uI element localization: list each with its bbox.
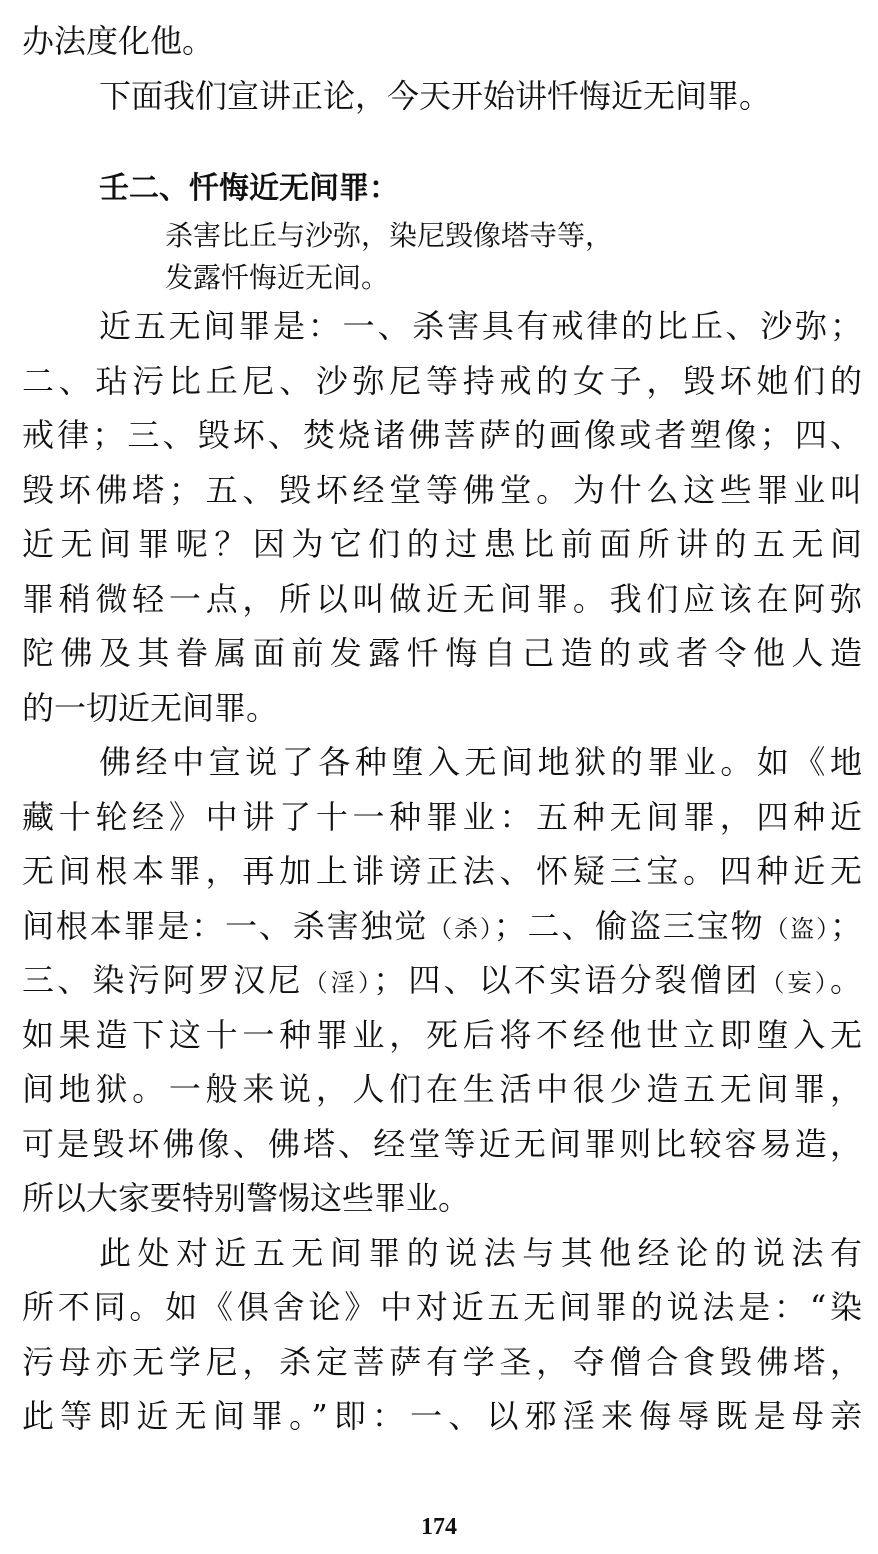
text-line: 如果造下这十一种罪业，死后将不经他世立即堕入无 [22, 1015, 862, 1054]
text-line: 罪稍微轻一点，所以叫做近无间罪。我们应该在阿弥 [22, 579, 862, 618]
text-span: 间根本罪是：一、杀害独觉 [22, 906, 429, 945]
inline-note: （杀） [428, 914, 494, 943]
text-line: 近无间罪呢？因为它们的过患比前面所讲的五无间 [22, 525, 862, 563]
text-span: ；四、以不实语分裂僧团 [373, 961, 761, 999]
text-line: 下面我们宣讲正论，今天开始讲忏悔近无间罪。 [99, 76, 772, 115]
text-line: 陀佛及其眷属面前发露忏悔自己造的或者令他人造 [22, 634, 862, 672]
verse-line: 发露忏悔近无间。 [165, 261, 390, 294]
text-line: 所以大家要特别警惕这些罪业。 [22, 1179, 471, 1217]
text-line: 间地狱。一般来说，人们在生活中很少造五无间罪， [22, 1070, 862, 1108]
page-number: 174 [421, 1514, 457, 1540]
section-gap [22, 123, 862, 163]
text-line: 所不同。如《俱舍论》中对近五无间罪的说法是：“染 [22, 1288, 862, 1326]
book-page [22, 14, 862, 1444]
text-line: 污母亦无学尼，杀定菩萨有学圣，夺僧合食毁佛塔， [22, 1342, 862, 1381]
text-span: 三、染污阿罗汉尼 [22, 961, 304, 999]
text-line: 此等即近无间罪。”即：一、以邪淫来侮辱既是母亲 [22, 1397, 862, 1435]
text-line: 此处对近五无间罪的说法与其他经论的说法有 [99, 1233, 862, 1272]
text-line: 毁坏佛塔；五、毁坏经堂等佛堂。为什么这些罪业叫 [22, 470, 862, 509]
text-span: ； [830, 906, 863, 945]
text-line: 办法度化他。 [22, 22, 215, 60]
text-line: 戒律；三、毁坏、焚烧诸佛菩萨的画像或者塑像；四、 [22, 416, 862, 454]
section-heading: 壬二、忏悔近无间罪： [99, 171, 399, 206]
text-line: 佛经中宣说了各种堕入无间地狱的罪业。如《地 [99, 743, 862, 781]
inline-note: （盗） [764, 914, 830, 943]
text-line: 二、玷污比丘尼、沙弥尼等持戒的女子，毁坏她们的 [22, 361, 862, 400]
text-line [22, 953, 862, 1008]
text-line: 的一切近无间罪。 [22, 688, 279, 727]
text-line: 藏十轮经》中讲了十一种罪业：五种无间罪，四种近 [22, 797, 862, 836]
text-span: ；二、偷盗三宝物 [493, 906, 765, 945]
verse-line: 杀害比丘与沙弥，染尼毁像塔寺等， [165, 219, 614, 252]
inline-note: （淫） [303, 969, 374, 997]
text-line: 近五无间罪是：一、杀害具有戒律的比丘、沙弥； [99, 307, 862, 345]
text-line: 无间根本罪，再加上诽谤正法、怀疑三宝。四种近无 [22, 852, 862, 890]
text-line [22, 899, 862, 954]
text-span: 。 [830, 961, 863, 999]
text-line: 可是毁坏佛像、佛塔、经堂等近无间罪则比较容易造， [22, 1124, 862, 1163]
inline-note: （妄） [760, 969, 830, 997]
